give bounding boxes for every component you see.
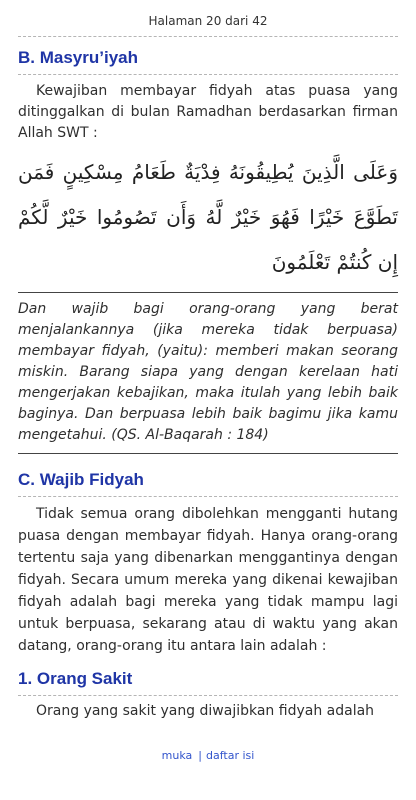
home-link[interactable]: muka <box>161 749 193 762</box>
section-heading-masyruiyah: B. Masyru’iyah <box>18 48 138 67</box>
verse-divider <box>18 292 398 293</box>
table-of-contents-link[interactable]: daftar isi <box>206 749 255 762</box>
translation-divider <box>18 453 398 454</box>
masyruiyah-paragraph: Kewajiban membayar fidyah atas puasa yang ditinggalkan di bulan Ramadhan berdasarkan firman Allah SWT : <box>18 83 398 141</box>
heading-divider <box>18 695 398 696</box>
header-divider <box>18 36 398 37</box>
wajib-fidyah-paragraph: Tidak semua orang dibolehkan mengganti hutang puasa dengan membayar fidyah. Hanya orang-orang tertentu saja yang dibenarkan menggantinya dengan fidyah. Secara umum mereka yang dikenai kewajiban fidyah adalah bagi mereka yang tidak mampu lagi untuk berpuasa, sekarang atau di waktu yang akan datang, orang-orang itu antara lain adalah : <box>18 506 398 654</box>
orang-sakit-paragraph: Orang yang sakit yang diwajibkan fidyah adalah <box>36 703 375 719</box>
verse-translation: Dan wajib bagi orang-orang yang berat menjalankannya (jika mereka tidak berpuasa) membayar fidyah, (yaitu): memberi makan seorang miskin. Barang siapa yang dengan kerelaan hati mengerjakan kebajikan, maka itulah yang lebih baik baginya. Dan berpuasa lebih baik bagimu jika kamu mengetahui. (QS. Al-Baqarah : 184) <box>18 301 398 443</box>
heading-divider <box>18 496 398 497</box>
subsection-heading-orang-sakit: 1. Orang Sakit <box>18 669 133 688</box>
page-content <box>18 46 398 722</box>
page-number-label: Halaman 20 dari 42 <box>148 14 268 28</box>
quran-verse-arabic: وَعَلَى الَّذِينَ يُطِيقُونَهُ فِدْيَةٌ طَعَامُ مِسْكِينٍ فَمَن تَطَوَّعَ خَيْرًا فَهُوَ خَيْرٌ لَّهُ وَأَن تَصُومُوا خَيْرٌ لَّكُمْ إِن كُنتُمْ تَعْلَمُونَ <box>18 160 398 274</box>
section-heading-wajib-fidyah: C. Wajib Fidyah <box>18 470 144 489</box>
footer-separator: | <box>198 749 202 762</box>
page-footer-nav <box>0 749 416 762</box>
heading-divider <box>18 74 398 75</box>
